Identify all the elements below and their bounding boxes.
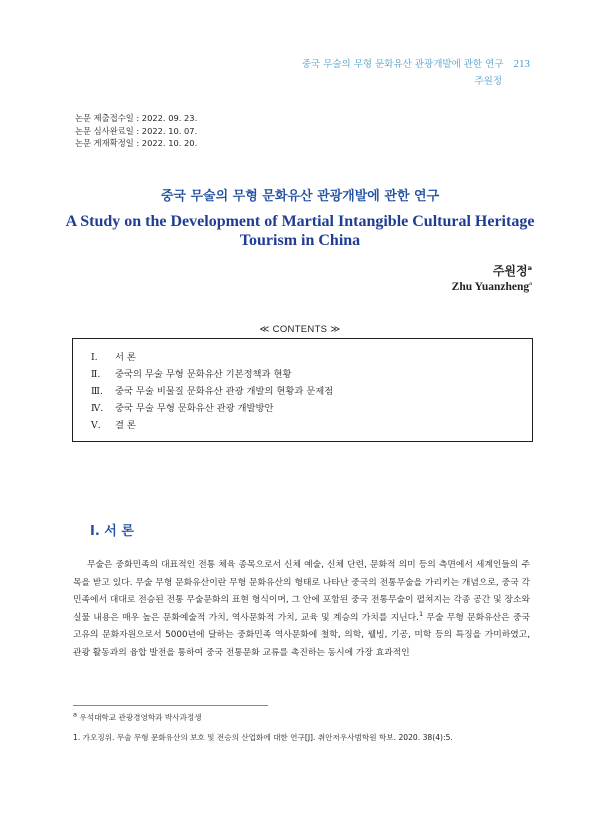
date-submitted: 논문 제출접수일 : 2022. 09. 23. [75,113,198,123]
page-number: 213 [513,58,530,70]
contents-item-text: 결 론 [115,420,136,431]
submission-dates [75,112,197,150]
running-head-author: 주원정 [474,76,502,87]
affiliation-mark: a [73,710,77,719]
running-head-title: 중국 무술의 무형 문화유산 관광개발에 관한 연구 [301,59,504,70]
running-head [302,56,530,90]
contents-item-text: 중국 무술 비물질 문화유산 관광 개발의 현황과 문제점 [115,386,334,397]
section-heading-introduction: Ⅰ. 서 론 [90,524,134,539]
title-english: A Study on the Development of Martial Intangible Cultural Heritage Tourism in China [65,213,535,249]
contents-box [72,338,533,442]
contents-list [91,349,333,434]
footnote-divider [73,705,268,706]
footnote-1: 1. 가오징위. 무술 무형 문화유산의 보호 및 전승의 산업화에 대한 연구[J]. 취안저우사범학원 학보. 2020. 38(4):5. [73,733,453,742]
contents-item-text: 서 론 [115,352,136,363]
author-mark-en: a [529,280,532,288]
contents-item-number: Ⅴ. [91,420,101,431]
contents-item [91,383,333,400]
contents-item-number: Ⅳ. [91,403,104,414]
contents-heading: ≪ CONTENTS ≫ [259,324,341,335]
footnote-reference-1: 1 [418,609,424,618]
contents-item-number: Ⅲ. [91,386,103,397]
contents-item-number: Ⅱ. [91,369,101,380]
author-name-en-text: Zhu Yuanzheng [451,281,530,293]
author-mark: a [527,264,532,272]
contents-item-number: Ⅰ. [91,352,98,363]
paragraph-text-part2: 무술 무형 문화유산은 중국 고유의 문화자원으로서 5000년에 달하는 중화민족 역사문화에 철학, 의학, 웰빙, 기공, 미학 등의 특징을 가미하였고, 관광 활동과의 융합 발전을 통하여 중국 전통문화 교류를 촉진하는 동시에 가장 효과적인 [73,612,530,658]
date-reviewed: 논문 심사완료일 : 2022. 10. 07. [75,125,198,136]
contents-item [91,366,333,383]
date-accepted: 논문 게재확정일 : 2022. 10. 20. [75,138,198,148]
introduction-paragraph [73,557,530,663]
contents-item [91,417,333,434]
author-block [452,262,532,293]
author-name-english [452,281,532,293]
paragraph-text-part1: 무술은 중화민족의 대표적인 전통 체육 종목으로서 신체 예술, 신체 단련, 문화적 의미 등의 측면에서 세계인들의 주목을 받고 있다. 무술 무형 문화유산이란 무형 문화유산의 형태로 나타난 중국의 전통무술을 가리키는 개념으로, 중국 각 민족에서 대대로 전승된 전통 무술문화의 표현 형식이며, 그 안에 포함된 중국 전통무술이 펼쳐지는 각종 공간 및 장소와 실물 내용은 매우 높은 문화예술적 가치, 역사문화적 가치, 교육 및 계승의 가치를 지닌다. [73,560,530,623]
title-korean: 중국 무술의 무형 문화유산 관광개발에 관한 연구 [160,189,440,204]
affiliation-text: 우석대학교 관광경영학과 박사과정생 [79,713,202,722]
contents-item [91,400,333,417]
contents-item-text: 중국 무술 무형 문화유산 관광 개발방안 [115,403,274,414]
contents-item [91,349,333,366]
footnote-affiliation [73,712,202,723]
contents-item-text: 중국의 무술 무형 문화유산 기본정책과 현황 [115,369,292,380]
author-name-ko-text: 주원정 [492,264,528,278]
author-name-korean [452,262,532,279]
